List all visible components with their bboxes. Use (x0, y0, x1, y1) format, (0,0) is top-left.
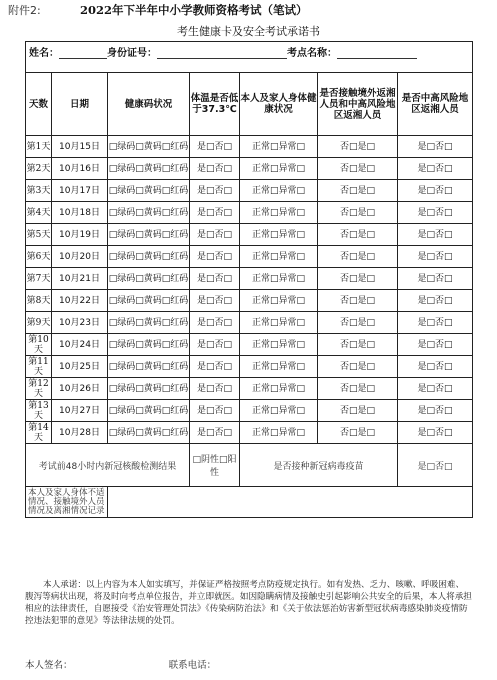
table-row (26, 356, 473, 378)
day-cell: 第10天 (26, 334, 52, 356)
health-code-options[interactable]: □绿码□黄码□红码 (108, 202, 190, 224)
health-status-options[interactable]: 正常□异常□ (240, 136, 318, 158)
date-cell: 10月16日 (52, 158, 108, 180)
day-cell: 第9天 (26, 312, 52, 334)
date-cell: 10月27日 (52, 400, 108, 422)
column-header-row (26, 73, 473, 136)
form-title: 考生健康卡及安全考试承诺书 (177, 25, 320, 38)
exam-title: 2022年下半年中小学教师资格考试（笔试） (80, 3, 308, 17)
health-code-options[interactable]: □绿码□黄码□红码 (108, 378, 190, 400)
health-code-options[interactable]: □绿码□黄码□红码 (108, 158, 190, 180)
table-row (26, 378, 473, 400)
temperature-options[interactable]: 是□否□ (190, 136, 240, 158)
family-record-row (26, 487, 473, 518)
contact-options[interactable]: 否□是□ (318, 400, 398, 422)
temperature-options[interactable]: 是□否□ (190, 202, 240, 224)
signature-line (25, 657, 472, 671)
temperature-options[interactable]: 是□否□ (190, 422, 240, 444)
id-label: 身份证号： (107, 48, 157, 59)
table-row (26, 312, 473, 334)
summary-row (26, 444, 473, 487)
from-risk-options[interactable]: 是□否□ (398, 334, 473, 356)
table-row (26, 246, 473, 268)
nucleic-test-label: 考试前48小时内新冠核酸检测结果 (26, 444, 190, 487)
date-cell: 10月23日 (52, 312, 108, 334)
col-from-risk: 是否中高风险地区返湘人员 (398, 73, 473, 136)
vaccine-options[interactable]: 是□否□ (398, 444, 473, 487)
contact-options[interactable]: 否□是□ (318, 180, 398, 202)
contact-options[interactable]: 否□是□ (318, 202, 398, 224)
contact-options[interactable]: 否□是□ (318, 246, 398, 268)
temperature-options[interactable]: 是□否□ (190, 312, 240, 334)
col-date: 日期 (52, 73, 108, 136)
contact-options[interactable]: 否□是□ (318, 334, 398, 356)
health-status-options[interactable]: 正常□异常□ (240, 202, 318, 224)
health-status-options[interactable]: 正常□异常□ (240, 378, 318, 400)
table-row (26, 136, 473, 158)
temperature-options[interactable]: 是□否□ (190, 334, 240, 356)
day-cell: 第5天 (26, 224, 52, 246)
health-status-options[interactable]: 正常□异常□ (240, 180, 318, 202)
name-label: 姓名： (29, 48, 59, 59)
temperature-options[interactable]: 是□否□ (190, 224, 240, 246)
contact-options[interactable]: 否□是□ (318, 136, 398, 158)
temperature-options[interactable]: 是□否□ (190, 180, 240, 202)
contact-options[interactable]: 否□是□ (318, 312, 398, 334)
health-status-options[interactable]: 正常□异常□ (240, 268, 318, 290)
health-code-options[interactable]: □绿码□黄码□红码 (108, 422, 190, 444)
contact-options[interactable]: 否□是□ (318, 224, 398, 246)
temperature-options[interactable]: 是□否□ (190, 246, 240, 268)
family-record-field[interactable] (108, 487, 473, 518)
room-field[interactable] (337, 48, 417, 59)
from-risk-options[interactable]: 是□否□ (398, 202, 473, 224)
temperature-options[interactable]: 是□否□ (190, 378, 240, 400)
health-status-options[interactable]: 正常□异常□ (240, 312, 318, 334)
health-status-options[interactable]: 正常□异常□ (240, 158, 318, 180)
contact-options[interactable]: 否□是□ (318, 378, 398, 400)
day-cell: 第13天 (26, 400, 52, 422)
health-code-options[interactable]: □绿码□黄码□红码 (108, 136, 190, 158)
date-cell: 10月22日 (52, 290, 108, 312)
name-field[interactable] (59, 48, 107, 59)
contact-options[interactable]: 否□是□ (318, 290, 398, 312)
nucleic-test-options[interactable]: □阴性□阳性 (190, 444, 240, 487)
from-risk-options[interactable]: 是□否□ (398, 290, 473, 312)
health-status-options[interactable]: 正常□异常□ (240, 246, 318, 268)
from-risk-options[interactable]: 是□否□ (398, 268, 473, 290)
info-row (26, 42, 473, 73)
health-status-options[interactable]: 正常□异常□ (240, 422, 318, 444)
day-cell: 第1天 (26, 136, 52, 158)
temperature-options[interactable]: 是□否□ (190, 158, 240, 180)
contact-options[interactable]: 否□是□ (318, 422, 398, 444)
from-risk-options[interactable]: 是□否□ (398, 158, 473, 180)
from-risk-options[interactable]: 是□否□ (398, 400, 473, 422)
date-cell: 10月24日 (52, 334, 108, 356)
from-risk-options[interactable]: 是□否□ (398, 224, 473, 246)
health-code-options[interactable]: □绿码□黄码□红码 (108, 268, 190, 290)
health-status-options[interactable]: 正常□异常□ (240, 356, 318, 378)
date-cell: 10月18日 (52, 202, 108, 224)
day-cell: 第3天 (26, 180, 52, 202)
health-code-options[interactable]: □绿码□黄码□红码 (108, 356, 190, 378)
day-cell: 第2天 (26, 158, 52, 180)
table-row (26, 202, 473, 224)
day-cell: 第7天 (26, 268, 52, 290)
page-header (0, 0, 497, 44)
health-code-options[interactable]: □绿码□黄码□红码 (108, 224, 190, 246)
temperature-options[interactable]: 是□否□ (190, 356, 240, 378)
from-risk-options[interactable]: 是□否□ (398, 378, 473, 400)
date-cell: 10月25日 (52, 356, 108, 378)
table-row (26, 400, 473, 422)
health-code-options[interactable]: □绿码□黄码□红码 (108, 180, 190, 202)
day-cell: 第8天 (26, 290, 52, 312)
signature-label: 本人签名： (25, 660, 73, 671)
health-card-table (25, 41, 473, 518)
table-row (26, 422, 473, 444)
health-code-options[interactable]: □绿码□黄码□红码 (108, 246, 190, 268)
date-cell: 10月17日 (52, 180, 108, 202)
contact-options[interactable]: 否□是□ (318, 158, 398, 180)
col-contact: 是否接触境外返湘人员和中高风险地区返湘人员 (318, 73, 398, 136)
day-cell: 第14天 (26, 422, 52, 444)
date-cell: 10月28日 (52, 422, 108, 444)
health-status-options[interactable]: 正常□异常□ (240, 400, 318, 422)
family-record-label: 本人及家人身体不适情况、接触境外人员情况及离湘情况记录 (26, 487, 108, 518)
table-row (26, 158, 473, 180)
temperature-options[interactable]: 是□否□ (190, 290, 240, 312)
id-field[interactable] (157, 48, 287, 59)
table-row (26, 224, 473, 246)
date-cell: 10月21日 (52, 268, 108, 290)
col-temperature: 体温是否低于37.3℃ (190, 73, 240, 136)
date-cell: 10月15日 (52, 136, 108, 158)
date-cell: 10月26日 (52, 378, 108, 400)
health-status-options[interactable]: 正常□异常□ (240, 224, 318, 246)
date-cell: 10月20日 (52, 246, 108, 268)
room-label: 考点名称： (287, 48, 337, 59)
phone-label: 联系电话： (168, 660, 217, 671)
table-row (26, 180, 473, 202)
health-status-options[interactable]: 正常□异常□ (240, 290, 318, 312)
day-cell: 第4天 (26, 202, 52, 224)
from-risk-options[interactable]: 是□否□ (398, 312, 473, 334)
pledge-text: 本人承诺：以上内容为本人如实填写，并保证严格按照考点防疫规定执行。如有发热、乏力、咳嗽、呼吸困难、腹泻等病状出现，将及时向考点单位报告，并立即就医。如因隐瞒病情及接触史引起影响公共安全的后果，本人将承担相应的法律责任，自愿接受《治安管理处罚法》《传染病防治法》和《关于依法惩治妨害新型冠状病毒感染肺炎疫情防控违法犯罪的意见》等法律法规的处罚。 (25, 580, 472, 626)
health-code-options[interactable]: □绿码□黄码□红码 (108, 290, 190, 312)
vaccine-label: 是否接种新冠病毒疫苗 (240, 444, 398, 487)
date-cell: 10月19日 (52, 224, 108, 246)
health-status-options[interactable]: 正常□异常□ (240, 334, 318, 356)
temperature-options[interactable]: 是□否□ (190, 400, 240, 422)
health-code-options[interactable]: □绿码□黄码□红码 (108, 334, 190, 356)
from-risk-options[interactable]: 是□否□ (398, 246, 473, 268)
day-cell: 第11天 (26, 356, 52, 378)
contact-options[interactable]: 否□是□ (318, 268, 398, 290)
from-risk-options[interactable]: 是□否□ (398, 422, 473, 444)
col-day: 天数 (26, 73, 52, 136)
temperature-options[interactable]: 是□否□ (190, 268, 240, 290)
day-cell: 第6天 (26, 246, 52, 268)
table-row (26, 334, 473, 356)
table-row (26, 290, 473, 312)
from-risk-options[interactable]: 是□否□ (398, 356, 473, 378)
day-cell: 第12天 (26, 378, 52, 400)
from-risk-options[interactable]: 是□否□ (398, 180, 473, 202)
col-health-status: 本人及家人身体健康状况 (240, 73, 318, 136)
table-row (26, 268, 473, 290)
contact-options[interactable]: 否□是□ (318, 356, 398, 378)
attachment-label: 附件2: (8, 4, 41, 17)
health-code-options[interactable]: □绿码□黄码□红码 (108, 312, 190, 334)
health-code-options[interactable]: □绿码□黄码□红码 (108, 400, 190, 422)
col-health-code: 健康码状况 (108, 73, 190, 136)
from-risk-options[interactable]: 是□否□ (398, 136, 473, 158)
